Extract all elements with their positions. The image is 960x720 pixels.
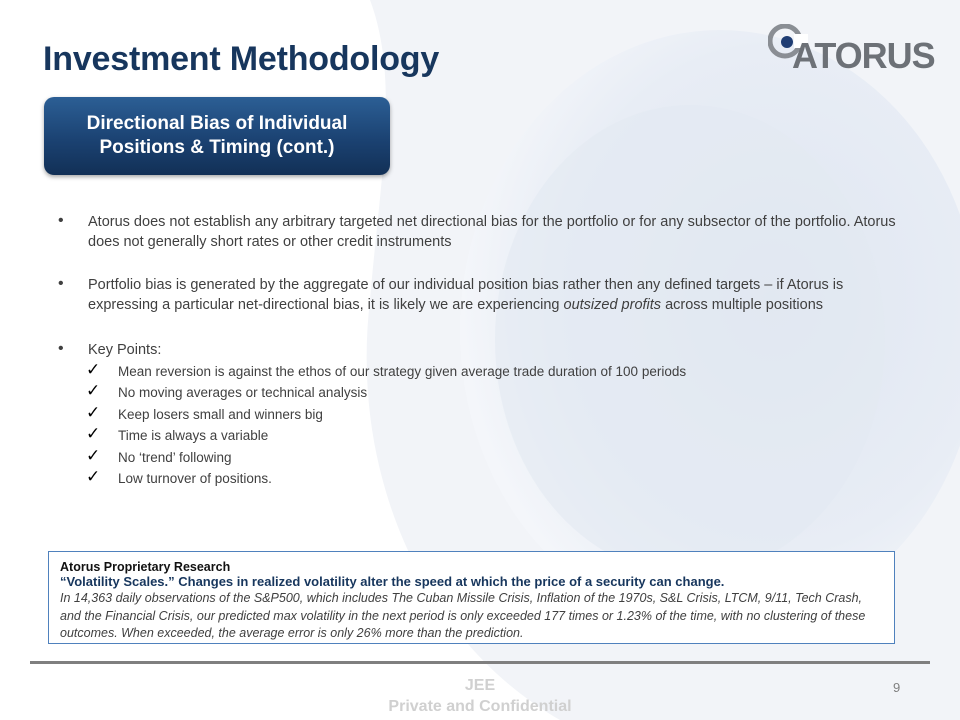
checkmark-icon: ✓ [86, 381, 101, 401]
key-point-item [86, 425, 906, 446]
footer-line2: Private and Confidential [388, 698, 572, 715]
key-point-text: Mean reversion is against the ethos of our strategy given average trade duration of 100 periods [118, 364, 687, 379]
bullet-text-part: Portfolio bias is generated by the aggregate of our individual position bias rather then any defined targets – if Atorus is expressing a particular net-directional bias, it is likely we are experiencing [88, 277, 844, 313]
section-heading-label: Directional Bias of Individual Positions & Timing (cont.) [86, 113, 348, 158]
page-number: 9 [893, 680, 901, 695]
research-body: In 14,363 daily observations of the S&P500, which includes The Cuban Missile Crisis, Inflation of the 1970s, S&L Crisis, LTCM, 9/11, Tech Crash, and the Financial Crisis, our predicted max volatility in the next period is only exceeded 177 times or 1.23% of the time, with no clustering of these outcomes. When exceeded, the average error is only 26% more than the prediction. [60, 591, 866, 641]
checkmark-icon: ✓ [86, 402, 101, 422]
key-point-text: No ‘trend’ following [118, 449, 232, 465]
bullet-emphasis: outsized profits [563, 297, 662, 313]
bullet-dot-icon: • [58, 340, 64, 357]
bullet-item [56, 340, 906, 489]
bullet-text [88, 277, 843, 313]
checkmark-icon: ✓ [86, 424, 101, 444]
checkmark-icon: ✓ [86, 467, 101, 487]
research-callout [48, 551, 895, 644]
key-point-item [86, 382, 906, 403]
key-point-item [86, 447, 906, 468]
company-logo [768, 24, 938, 76]
bullet-item [56, 275, 906, 315]
key-point-text: No moving averages or technical analysis [118, 385, 368, 401]
key-point-text: Keep losers small and winners big [118, 406, 323, 422]
footer-line1: JEE [464, 677, 496, 694]
bullet-text: Key Points: [88, 342, 162, 358]
bullet-text: Atorus does not establish any arbitrary targeted net directional bias for the portfolio or for any subsector of the portfolio. Atorus does not generally short rates or other credit instruments [88, 214, 896, 250]
key-point-text: Time is always a variable [118, 428, 269, 444]
research-title: Atorus Proprietary Research [60, 560, 231, 574]
section-heading-box [44, 97, 390, 175]
footer-divider [30, 661, 930, 664]
bullet-item [56, 212, 906, 252]
bullet-dot-icon: • [58, 212, 64, 229]
key-point-text: Low turnover of positions. [118, 471, 272, 487]
checkmark-icon: ✓ [86, 445, 101, 465]
key-point-item [86, 361, 906, 382]
logo-wordmark: ATORUS [792, 35, 935, 76]
bullet-text-part: across multiple positions [661, 297, 824, 313]
research-headline: “Volatility Scales.” Changes in realized volatility alter the speed at which the price of a security can change. [60, 574, 725, 589]
page-title: Investment Methodology [43, 40, 440, 78]
footer-confidential [330, 675, 630, 717]
key-point-item [86, 404, 906, 425]
key-point-item [86, 468, 906, 489]
key-points-list [86, 361, 906, 489]
bullet-list [56, 212, 906, 489]
bullet-dot-icon: • [58, 275, 64, 292]
checkmark-icon: ✓ [86, 360, 101, 379]
